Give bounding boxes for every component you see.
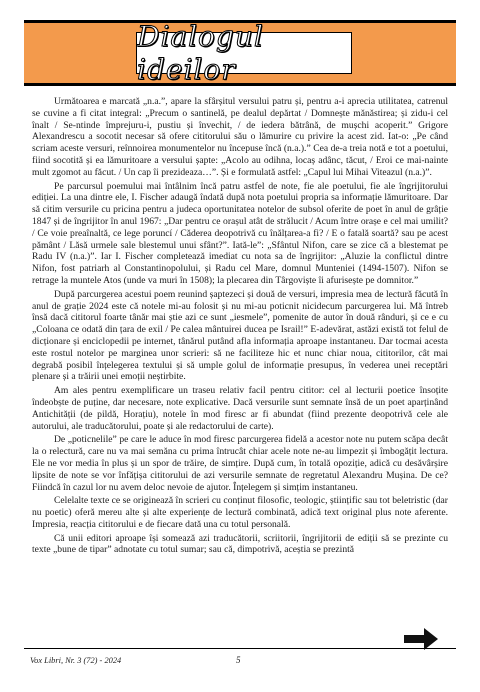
article-body xyxy=(32,96,448,558)
paragraph: Că unii editori aproape își somează azi traducătorii, scriitorii, îngrijitorii de ediții să se prezinte cu texte „bune de tipar” adnotate cu totul sumar; sau că, dimpotrivă, aceștia se prezintă xyxy=(32,532,448,556)
paragraph: Celelalte texte ce se originează în scrieri cu conținut filosofic, teologic, științific sau tot beletristic (dar nu poetic) oferă mereu alte și alte experiențe de lectură combinată, adică text original plus note aferente. Impresia, reacția cititorului e de fiecare dată una cu totul personală. xyxy=(32,495,448,530)
paragraph: Pe parcursul poemului mai întâlnim încă patru astfel de note, fie ale poetului, fie ale îngrijitorului ediției. La una dintre ele, I. Fischer adaugă îndată după nota poetului propria sa informație lămuritoare. Dar să citim versurile cu pricina pentru a judeca oportunitatea notelor de subsol oferite de poet în anul de grâție 1847 și de îngrijitor în anul 1967: „Dar pentru ce orașul atât de strălucit / Acum între orașe e cel mai umilit? / Ce voie preaînaltă, ce lege poruncí / Căderea deopotrivă cu înălțarea-a fi? / E o fatală soartă? sau pe acest pământ / Lăsă urmele sale blestemul unui sfânt?”. Iată-le”: „Sfântul Nifon, care se zice că a blestemat pe Radu IV (n.a.)”. Iar I. Fischer completează imediat cu nota sa de îngrijitor: „Aluzie la conflictul dintre Nifon, fost patriarh al Constantinopolului, și Radu cel Mare, domnul Munteniei (1494-1507). Nifon se retrage la muntele Atos (unde va muri în 1508); la plecarea din Târgoviște îi afurisește pe domnitor.” xyxy=(32,180,448,286)
paragraph: După parcurgerea acestui poem reunind șaptezeci și două de versuri, impresia mea de lectură făcută în anul de grație 2024 este că notele mi-au folosit și nu mi-au poticnit nicidecum parcurgerea lui. Mă întreb însă dacă cititorul foarte tânăr mai știe azi ce sunt „iesmele”, pomenite de autor în două rânduri, și ce e cu „Coloana ce odată din țara de exil / Pe calea mântuirei ducea pe Israil!” E-adevărat, astăzi există tot felul de dicționare și enciclopedii pe internet, tânărul putând afla informația aproape instantaneu. Dar tocmai acesta este rostul notelor pe marginea unor scrieri: să ne faciliteze hic et nunc chiar noua, cititorilor, cât mai degrabă posibil înțelegerea textului și să umple golul de informație presupus, în vederea unei receptări plenare și a trăirii unei emoții neștirbite. xyxy=(32,288,448,383)
banner-title-box xyxy=(136,20,352,86)
header-banner xyxy=(24,20,456,86)
footer-divider xyxy=(24,648,456,649)
section-title: Dialogul ideilor xyxy=(137,20,264,86)
page-number: 5 xyxy=(236,655,241,665)
paragraph: De „poticnelile” pe care le aduce în mod firesc parcurgerea fidelă a acestor note nu putem scăpa decât la o relectură, care nu va mai semăna cu prima întrucât chiar acele note ne-au limpezit și îmbogățit lectura. Ele ne vor media în plus și un spor de trăire, de simțire. După cum, în totală opoziție, adică cu desăvârșire lipsite de note se vor înfățișa cititorului de azi versurile semnate de regretatul Alexandru Mușina. De ce? Fiindcă în cazul lor nu avem deloc nevoie de ajutor. Înțelegem și simțim instantaneu. xyxy=(32,434,448,493)
paragraph: Următoarea e marcată „n.a.”, apare la sfârșitul versului patru și, pentru a-i aprecia utilitatea, catrenul se cuvine a fi citat integral: „Precum o santinelă, pe dealul depărtat / Domnește mănăstirea; și zidu-i cel înalt / Se-ntinde împrejuru-i, pustiu și învechit, / de iedera bătrână, de mușchi acoperit.” Grigore Alexandrescu a socotit necesar să ofere cititorului său o lămurire cu privire la acest zid. Iat-o: „Pe când scriam aceste versuri, reînnoirea monumentelor nu începuse încă (n.a.).” Cea de-a treia notă e tot a poetului, fiind socotită și ea lămuritoare a versului șapte: „Acolo au odihna, locaș adânc, tăcut, / Eroi ce mai-nainte mult zgomot au făcut. / Un cap îi prezideaza…”. Și e formulată astfel: „Capul lui Mihai Viteazul (n.a.)”. xyxy=(32,96,448,178)
paragraph: Am ales pentru exemplificare un traseu relativ facil pentru cititor: cel al lecturii poetice însoțite îndeobște de puține, dar necesare, note explicative. Dacă versurile sunt semnate însă de un poet aparținând Antichității (de pildă, Horațiu), notele în mod firesc ar fi abundat (fiind prezente deopotrivă cele ale autorului, ale traducătorului, poate și ale redactorului de carte). xyxy=(32,385,448,432)
journal-reference: Vox Libri, Nr. 3 (72) - 2024 xyxy=(30,656,122,665)
right-arrow-icon[interactable] xyxy=(404,628,438,650)
